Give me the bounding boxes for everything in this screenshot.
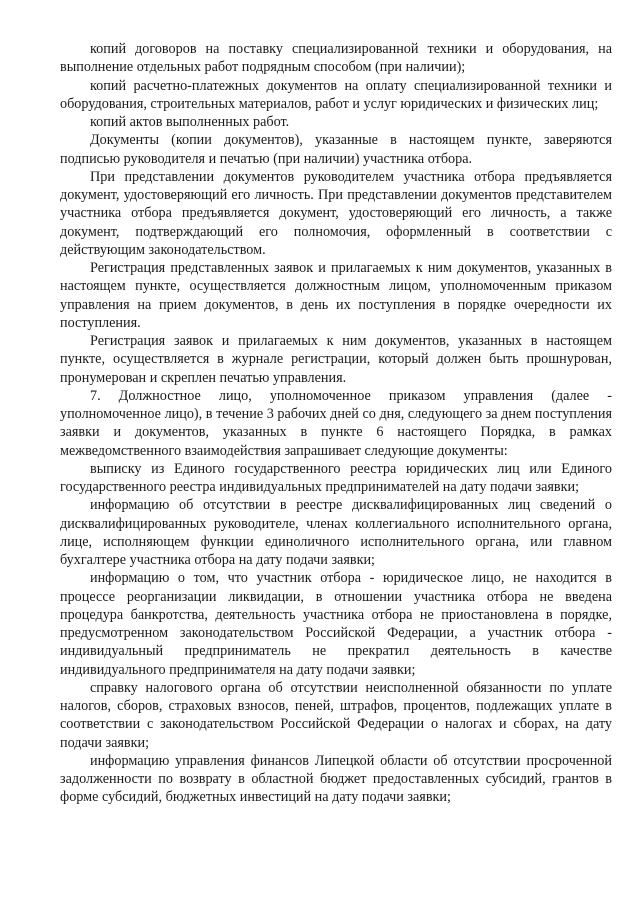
paragraph-contracts-copies: копий договоров на поставку специализированной техники и оборудования, на выполнение отдельных работ подрядным способом (при наличии); [60,41,612,76]
paragraph-item-7: 7. Должностное лицо, уполномоченное приказом управления (далее - уполномоченное лицо), в течение 3 рабочих дней со дня, следующего за днем поступления заявки и документов, указанных в пункте 6 настоящего Порядка, в рамках межведомственного взаимодействия запрашивает следующие документы: [60,387,612,459]
paragraph-egrul-extract: выписку из Единого государственного реестра юридических лиц или Единого государственного реестра индивидуальных предпринимателей на дату подачи заявки; [60,460,612,495]
document-body [60,40,612,807]
paragraph-payment-documents: копий расчетно-платежных документов на оплату специализированной техники и оборудования, строительных материалов, работ и услуг юридических и физических лиц; [60,77,612,112]
paragraph-registration-journal: Регистрация заявок и прилагаемых к ним документов, указанных в настоящем пункте, осуществляется в журнале регистрации, который должен быть прошнурован, пронумерован и скреплен печатью управления. [60,333,612,386]
paragraph-reorganization-info: информацию о том, что участник отбора - юридическое лицо, не находится в процессе реорганизации ликвидации, в отношении участника отбора не введена процедура банкротства, деятельность участника отбора не приостановлена в порядке, предусмотренном законодательством Российской Федерации, а участник отбора - индивидуальный предприниматель не прекратил деятельность в качестве индивидуального предпринимателя на дату подачи заявки; [60,570,612,678]
paragraph-disqualified-registry: информацию об отсутствии в реестре дисквалифицированных лиц сведений о дисквалифицированных руководителе, членах коллегиального исполнительного органа, лице, исполняющем функции единоличного исполнительного органа, или главном бухгалтере участника отбора на дату подачи заявки; [60,497,612,568]
paragraph-acts-copies: копий актов выполненных работ. [90,114,290,130]
paragraph-certification: Документы (копии документов), указанные в настоящем пункте, заверяются подписью руководителя и печатью (при наличии) участника отбора. [60,132,612,167]
paragraph-finance-department-info: информацию управления финансов Липецкой области об отсутствии просроченной задолженности по возврату в областной бюджет предоставленных субсидий, грантов в форме субсидий, бюджетных инвестиций на дату подачи заявки; [60,752,612,806]
paragraph-identity-documents: При представлении документов руководителем участника отбора предъявляется документ, удостоверяющий его личность. При представлении документов представителем участника отбора предъявляется документ, удостоверяющий его личность, а также документ, подтверждающий его полномочия, оформленный в соответствии с действующим законодательством. [60,168,612,258]
paragraph-registration-official: Регистрация представленных заявок и прилагаемых к ним документов, указанных в настоящем пункте, осуществляется должностным лицом, уполномоченным приказом управления на прием документов, в день их поступления в порядке очередности их поступления. [60,260,612,331]
paragraph-tax-certificate: справку налогового органа об отсутствии неисполненной обязанности по уплате налогов, сборов, страховых взносов, пеней, штрафов, процентов, подлежащих уплате в соответствии с законодательством Российской Федерации о налогах и сборах, на дату подачи заявки; [60,679,612,751]
